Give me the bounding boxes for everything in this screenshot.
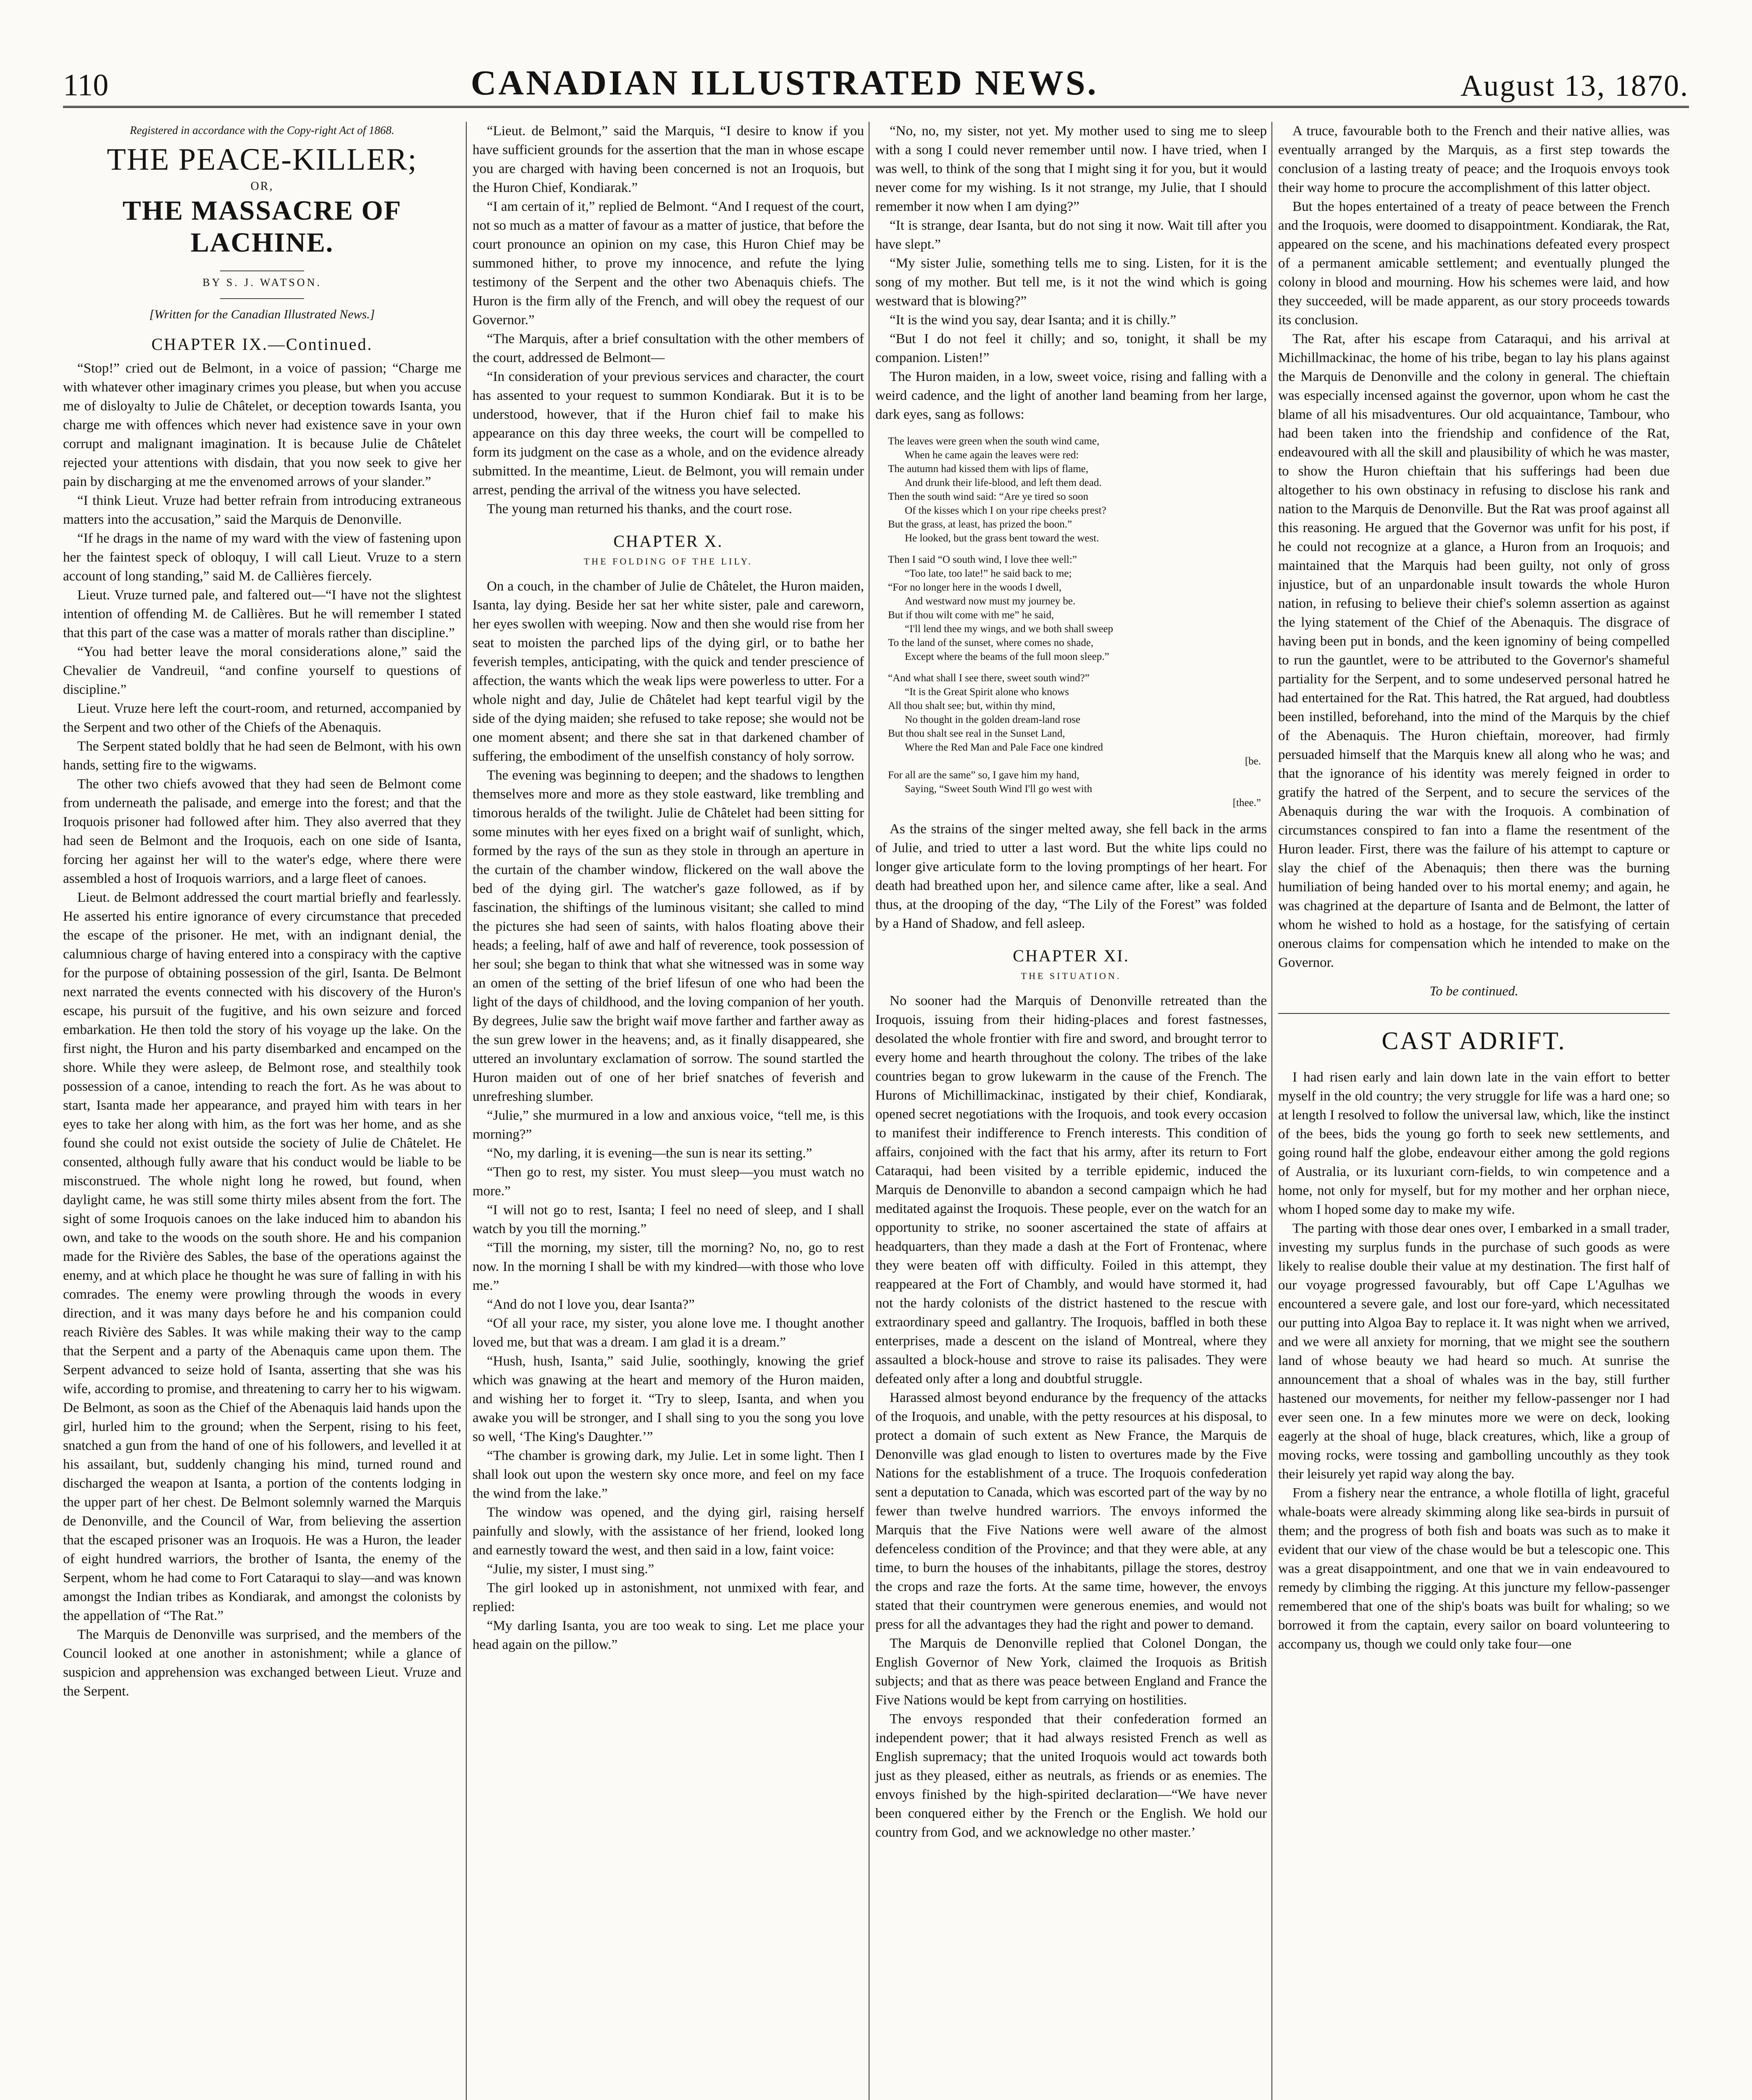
- paragraph: “Julie, my sister, I must sing.”: [487, 1562, 654, 1577]
- chapter-heading: CHAPTER IX.—Continued.: [151, 335, 373, 354]
- paragraph: “Till the morning, my sister, till the morning? No, no, go to rest now. In the morning I shall be with my kindred—with those who love me.”: [473, 1240, 864, 1293]
- poem-line: But thou shalt see real in the Sunset Land,: [888, 728, 1065, 739]
- paragraph: “I am certain of it,” replied de Belmont. “And I request of the court, not so much as a matter of favour as a matter of justice, that before the court pronounce an opinion on my case, this Huron Chief may be summoned hither, to prove my innocence, and refute the lying testimony of the Serpent and the other two Abenaquis chiefs. The Huron is the firm ally of the French, and will obey the request of our Governor.”: [473, 199, 864, 328]
- paragraph: The Marquis de Denonville replied that Colonel Dongan, the English Governor of New York, claimed the Iroquois as British subjects; and that as there was peace between England and France the Five Nations would be kept from carrying on hostilities.: [875, 1636, 1267, 1708]
- poem-line: “It is the Great Spirit alone who knows: [905, 686, 1069, 698]
- poem-line: He looked, but the grass bent toward the west.: [905, 533, 1099, 544]
- to-be-continued: To be continued.: [1429, 983, 1518, 998]
- paragraph: “No, my darling, it is evening—the sun is near its setting.”: [487, 1146, 812, 1161]
- chapter-heading: CHAPTER X.: [613, 532, 723, 551]
- paragraph: No sooner had the Marquis of Denonville retreated than the Iroquois, issuing from their hiding-places and forest fastnesses, desolated the whole frontier with fire and sword, and brought terror to every home and hearth throughout the colony. The tribes of the lake countries began to grow lukewarm in the cause of the French. The Hurons of Michillimackinac, instigated by their chief, Kondiarak, opened secret negotiations with the Iroquois, and took every occasion to manifest their indifference to French interests. This condition of affairs, conjoined with the fact that his army, after its return to Fort Cataraqui, had been visited by a terrible epidemic, induced the Marquis de Denonville to abandon a second campaign which he had meditated against the Iroquois. These people, ever on the watch for an opportunity to strike, no sooner ascertained the state of affairs at headquarters, than they made a dash at the Fort of Frontenac, where they were beaten off with difficulty. Foiled in this attempt, they reappeared at the Fort of Chambly, and would have stormed it, had not the hardy colonists of the district hastened to the rescue with extraordinary speed and gallantry. The Iroquois, baffled in both these enterprises, made a descent on the island of Montreal, where they assaulted a block-house and strove to raise its palisades. They were defeated only after a long and doubtful struggle.: [875, 993, 1267, 1386]
- paragraph: “My darling Isanta, you are too weak to sing. Let me place your head again on the pillow.”: [473, 1618, 864, 1652]
- paragraph: “My sister Julie, something tells me to sing. Listen, for it is the song of my mother. But tell me, is it not the wind which is going westward that is blowing?”: [875, 256, 1267, 309]
- paragraph: “It is the wind you say, dear Isanta; and it is chilly.”: [890, 312, 1177, 328]
- paragraph: The Rat, after his escape from Cataraqui, and his arrival at Michillmackinac, the home of his tribe, began to lay his plans against the Marquis de Denonville and the colony in general. The chieftain was especially incensed against the governor, upon whom he cast the blame of all his misadventures. Our old acquaintance, Tambour, who had been taken into the friendship and confidence of the Rat, endeavoured with all the skill and plausibility of which he was master, to show the Huron chieftain that his sufferings had been due altogether to his own obstinacy in refusing to disclose his rank and nation to the Marquis de Denonville. But the Rat was proof against all this reasoning. He argued that the Governor was unfit for his post, if he could not recognize at a glance, a Huron from an Iroquois; and maintained that the Marquis had been guilty, not only of gross injustice, but of an unpardonable insult towards the whole Huron nation, in refusing to believe their chief's solemn assertion as against the lying statement of the Chief of the Abenaquis. The disgrace of having been put in bonds, and the keen ignominy of being compelled to run the gauntlet, were to be attributed to the Governor's shameful partiality for the Serpent, and to some undeserved personal hatred he had entertained for the Rat. This hatred, the Rat argued, had doubtless been instilled, beforehand, into the mind of the Marquis by the chief of the Abenaquis. The Huron chieftain, moreover, had firmly persuaded himself that the Marquis knew all along who he was; and that the ignorance of his identity was merely feigned in order to gratify the hatred of the Serpent, and to secure the services of the Abenaquis during the war with the Iroquois. A combination of circumstances conspired to fan into a flame the resentment of the Huron leader. First, there was the failure of his attempt to capture or slay the chief of the Abenaquis; then there was the burning humiliation of being handed over to his mortal enemy; and again, he was chagrined at the departure of Isanta and de Belmont, the latter of whom he wished to hold as a hostage, for the satisfying of certain onerous claims for compensation which he intended to make on the Governor.: [1278, 331, 1670, 970]
- poem-line: Except where the beams of the full moon sleep.”: [905, 651, 1109, 662]
- story-title: THE PEACE-KILLER;: [107, 142, 418, 177]
- chapter-subtitle: THE FOLDING OF THE LILY.: [583, 556, 753, 567]
- title-divider: [220, 270, 304, 271]
- poem-line: Of the kisses which I on your ripe cheeks prest?: [905, 505, 1106, 516]
- paragraph: The Huron maiden, in a low, sweet voice, rising and falling with a weird cadence, and the light of another land beaming from her large, dark eyes, sang as follows:: [875, 369, 1267, 422]
- poem-line: [thee.”: [1232, 797, 1261, 808]
- paragraph: Harassed almost beyond endurance by the frequency of the attacks of the Iroquois, and unable, with the petty resources at his disposal, to protect a domain of such extent as New France, the Marquis de Denonville was glad enough to listen to overtures made by the Five Nations for the establishment of a truce. The Iroquois confederation sent a deputation to Canada, which was escorted part of the way by no fewer than twelve hundred warriors. The envoys informed the Marquis that the Five Nations were well aware of the almost defenceless condition of the Province; and that they were able, at any time, to burn the houses of the inhabitants, pillage the stores, destroy the crops and raze the forts. At the same time, however, the envoys stated that their countrymen were generous enemies, and would not press for all the advantages they had the right and power to demand.: [875, 1390, 1267, 1632]
- paragraph: “I will not go to rest, Isanta; I feel no need of sleep, and I shall watch by you till the morning.”: [473, 1202, 864, 1236]
- page-number: 110: [63, 68, 109, 102]
- paragraph: “No, no, my sister, not yet. My mother used to sing me to sleep with a song I could never remember until now. I have tried, when I was well, to think of the song that I might sing it for you, but it would never come for my wishing. Is it not strange, my Julie, that I should remember it now when I am dying?”: [875, 123, 1267, 214]
- written-for-note: [Written for the Canadian Illustrated News.]: [149, 307, 375, 321]
- paragraph: “Stop!” cried out de Belmont, in a voice of passion; “Charge me with whatever other imaginary crimes you please, but when you accuse me of disloyalty to Julie de Châtelet, or deception towards Isanta, you charge me with offences which never had existence save in your own corrupt and malignant imagination. It is because Julie de Châtelet rejected your attentions with disdain, that you now seek to give her pain by discharging at me the envenomed arrows of your slander.”: [63, 361, 461, 489]
- paragraph: “Then go to rest, my sister. You must sleep—you must watch no more.”: [473, 1165, 864, 1199]
- paragraph: “Hush, hush, Isanta,” said Julie, soothingly, knowing the grief which was gnawing at the heart and memory of the Huron maiden, and wishing her to forget it. “Try to sleep, Isanta, and when you awake you will be stronger, and I shall sing to you the song you love so well, ‘The King's Daughter.’”: [473, 1354, 864, 1444]
- poem-line: And drunk their life-blood, and left them dead.: [905, 477, 1102, 488]
- poem-line: “And what shall I see there, sweet south wind?”: [888, 672, 1090, 684]
- paragraph: “Julie,” she murmured in a low and anxious voice, “tell me, is this morning?”: [473, 1108, 864, 1142]
- paragraph: “If he drags in the name of my ward with the view of fastening upon her the faintest speck of obloquy, I will call Lieut. Vruze to a stern account of long standing,” said M. de Callières fiercely.: [63, 531, 461, 584]
- paragraph: I had risen early and lain down late in the vain effort to better myself in the old country; the very struggle for life was a hard one; so at length I resolved to follow the universal law, which, like the instinct of the bees, bids the young go forth to seek new settlements, and going round half the globe, endeavour either among the gold regions of Australia, or its luxuriant corn-fields, to win competence and a home, not only for myself, but for my mother and her orphan niece, whom I hoped some day to make my wife.: [1278, 1070, 1670, 1217]
- poem-line: When he came again the leaves were red:: [905, 449, 1079, 461]
- byline: BY S. J. WATSON.: [202, 276, 322, 289]
- chapter-heading: CHAPTER XI.: [1013, 946, 1129, 965]
- paragraph: “The chamber is growing dark, my Julie. Let in some light. Then I shall look out upon the western sky once more, and feel on my face the wind from the lake.”: [473, 1448, 864, 1501]
- article-columns: [63, 122, 1689, 2100]
- column-3: [869, 122, 1267, 2100]
- paragraph: From a fishery near the entrance, a whole flotilla of light, graceful whale-boats were already skimming along like sea-birds in pursuit of them; and the progress of both fish and boats was such as to make it evident that our view of the chase would be but a telescopic one. This was a great disappointment, and one that we in vain endeavoured to remedy by climbing the rigging. At this juncture my fellow-passenger remembered that one of the ship's boats was built for whaling; so we borrowed it from the captain, every sailor on board volunteering to accompany us, though we could only take four—one: [1278, 1486, 1670, 1652]
- column-1: [63, 122, 461, 2100]
- poem: [888, 434, 1267, 810]
- paragraph: “And do not I love you, dear Isanta?”: [487, 1297, 695, 1312]
- masthead: [63, 21, 1689, 101]
- poem-line: To the land of the sunset, where comes no shade,: [888, 637, 1094, 648]
- paragraph: The girl looked up in astonishment, not unmixed with fear, and replied:: [473, 1580, 864, 1614]
- registration-note: Registered in accordance with the Copy-right Act of 1868.: [130, 124, 394, 136]
- poem-line: “I'll lend thee my wings, and we both shall sweep: [905, 623, 1114, 635]
- paragraph: As the strains of the singer melted away, she fell back in the arms of Julie, and tried to utter a last word. But the white lips could no longer give articulate form to the loving promptings of her heart. For death had breathed upon her, and silence came after, like a seal. And thus, at the drooping of the day, “The Lily of the Forest” was folded by a Hand of Shadow, and fell asleep.: [875, 822, 1267, 931]
- paragraph: “But I do not feel it chilly; and so, tonight, it shall be my companion. Listen!”: [875, 331, 1267, 365]
- byline-divider: [220, 298, 304, 299]
- paragraph: On a couch, in the chamber of Julie de Châtelet, the Huron maiden, Isanta, lay dying. Beside her sat her white sister, pale and careworn, her eyes swollen with weeping. Now and then she would rise from her seat to moisten the parched lips of the dying girl, or to bathe her feverish temples, anticipating, with the quick and tender prescience of affection, the wants which the weak lips were powerless to utter. For a whole night and day, Julie de Châtelet had kept tearful vigil by the side of the dying maiden; she refused to take repose; she would not be one moment absent; and there she sat in that darkened chamber of suffering, the embodiment of the unselfish constancy of holy sorrow.: [473, 579, 864, 764]
- paragraph: The window was opened, and the dying girl, raising herself painfully and slowly, with the assistance of her friend, looked long and earnestly toward the west, and then said in a low, faint voice:: [473, 1505, 864, 1558]
- poem-line: Where the Red Man and Pale Face one kindred: [905, 742, 1103, 753]
- paragraph: “You had better leave the moral considerations alone,” said the Chevalier de Vandreuil, “and confine yourself to questions of discipline.”: [63, 644, 461, 697]
- poem-line: All thou shalt see; but, within thy mind,: [888, 700, 1055, 711]
- poem-line: Then I said “O south wind, I love thee well:”: [888, 554, 1077, 565]
- poem-line: And westward now must my journey be.: [905, 596, 1076, 607]
- paragraph: “In consideration of your previous services and character, the court has assented to your request to summon Kondiarak. But it is to be understood, however, that if the Huron chief fail to make his appearance on this day three weeks, the court will be compelled to form its judgment on the case as a whole, and on the evidence already submitted. In the meantime, Lieut. de Belmont, you will remain under arrest, pending the arrival of the witness you have selected.: [473, 369, 864, 498]
- section-title: CAST ADRIFT.: [1278, 1013, 1670, 1055]
- poem-line: No thought in the golden dream-land rose: [905, 714, 1080, 725]
- column-4: [1271, 122, 1670, 2100]
- paragraph: “I think Lieut. Vruze had better refrain from introducing extraneous matters into the accusation,” said the Marquis de Denonville.: [63, 493, 461, 527]
- paragraph: Lieut. Vruze here left the court-room, and returned, accompanied by the Serpent and two other of the Chiefs of the Abenaquis.: [63, 701, 461, 735]
- paragraph: The Serpent stated boldly that he had seen de Belmont, with his own hands, setting fire to the wigwams.: [63, 739, 461, 773]
- paragraph: “It is strange, dear Isanta, but do not sing it now. Wait till after you have slept.”: [875, 218, 1267, 252]
- paragraph: But the hopes entertained of a treaty of peace between the French and the Iroquois, were doomed to disappointment. Kondiarak, the Rat, appeared on the scene, and his machinations defeated every prospect of a permanent amicable settlement; and eventually plunged the colony in blood and mourning. How his schemes were laid, and how they succeeded, will be made apparent, as our story proceeds towards its conclusion.: [1278, 199, 1670, 328]
- issue-date: August 13, 1870.: [1460, 69, 1689, 102]
- poem-line: “Too late, too late!” he said back to me;: [905, 568, 1072, 579]
- poem-line: Then the south wind said: “Are ye tired so soon: [888, 491, 1088, 502]
- paper-title: CANADIAN ILLUSTRATED NEWS.: [470, 63, 1098, 102]
- paragraph: The Marquis de Denonville was surprised, and the members of the Council looked at one another in astonishment; while a glance of suspicion and apprehension was exchanged between Lieut. Vruze and the Serpent.: [63, 1627, 461, 1699]
- poem-line: “For no longer here in the woods I dwell,: [888, 582, 1062, 593]
- paragraph: The young man returned his thanks, and the court rose.: [487, 501, 792, 517]
- poem-line: The autumn had kissed them with lips of flame,: [888, 463, 1088, 475]
- paragraph: The envoys responded that their confederation formed an independent power; that it had always resisted French as well as English supremacy; that the united Iroquois would act towards both just as they pleased, either as neutrals, as friends or as enemies. The envoys finished by the high-spirited declaration—“We have never been conquered either by the French or the English. We hold our country from God, and we acknowledge no other master.’: [875, 1712, 1267, 1840]
- chapter-subtitle: THE SITUATION.: [1021, 971, 1122, 981]
- paragraph: The evening was beginning to deepen; and the shadows to lengthen themselves more and more as they stole eastward, like trembling and timorous heralds of the twilight. Julie de Châtelet had been sitting for some minutes with her eyes fixed on a bright waif of sunlight, which, formed by the rays of the sun as they stole in through an aperture in the curtain of the chamber window, flickered on the wall above the bed of the dying girl. The watcher's gaze followed, as if by fascination, the shiftings of the luminous visitant; she called to mind the pictures she had seen of saints, with halos floating above their heads; a feeling, half of awe and half of reverence, took possession of her soul; she began to think that what she witnessed was in some way an omen of the setting of the brief lifesun of one who had been the light of the days of childhood, and the loving companion of her youth. By degrees, Julie saw the bright waif move farther and farther away as the sun grew lower in the heavens; and, as it finally disappeared, she uttered an involuntary exclamation of sorrow. The sound startled the Huron maiden out of one of her brief snatches of feverish and unrefreshing slumber.: [473, 768, 864, 1104]
- paragraph: The parting with those dear ones over, I embarked in a small trader, investing my surplus funds in the purchase of such goods as were likely to realise double their value at my destination. The first half of our voyage progressed favourably, but off Cape L'Agulhas we encountered a severe gale, and lost our fore-yard, which necessitated our putting into Algoa Bay to replace it. It was night when we arrived, and we were all anxiety for morning, that we might see the southern land of whose beauty we had heard so much. At sunrise the announcement that a shoal of whales was in the bay, still further hastened our movements, for neither my fellow-passenger nor I had ever seen one. In a few minutes more we were on deck, looking eagerly at the shoal of huge, black creatures, which, like a group of moving rocks, were tossing and gambolling uncouthly as they took their leisurely yet rapid way along the bay.: [1278, 1221, 1670, 1482]
- stanza-break: [888, 664, 1267, 671]
- paragraph: “Lieut. de Belmont,” said the Marquis, “I desire to know if you have sufficient grounds for the assertion that the man in whose escape you are charged with having been concerned is not an Iroquois, but the Huron Chief, Kondiarak.”: [473, 123, 864, 195]
- poem-line: [be.: [1245, 756, 1261, 767]
- paragraph: “The Marquis, after a brief consultation with the other members of the court, addressed de Belmont—: [473, 331, 864, 365]
- story-subtitle: THE MASSACRE OF LACHINE.: [122, 195, 402, 258]
- paragraph: Lieut. Vruze turned pale, and faltered out—“I have not the slightest intention of offending M. de Callières. But he will remember I stated that this part of the case was a matter of morals rather than discipline.”: [63, 588, 461, 640]
- poem-line: For all are the same” so, I gave him my hand,: [888, 769, 1080, 781]
- paragraph: The other two chiefs avowed that they had seen de Belmont come from underneath the palisade, and emerge into the forest; and that the Iroquois prisoner had followed after him. They also averred that they had seen de Belmont and the Iroquois, each on one side of Isanta, forcing her against her will to the water's edge, where there were assembled a host of Iroquois warriors, and a large fleet of canoes.: [63, 777, 461, 886]
- paragraph: A truce, favourable both to the French and their native allies, was eventually arranged by the Marquis, as a first step towards the conclusion of a lasting treaty of peace; and the Iroquois envoys took their way home to procure the accomplishment of this latter object.: [1278, 123, 1670, 195]
- poem-line: But if thou wilt come with me” he said,: [888, 609, 1054, 621]
- poem-line: But the grass, at least, has prized the boon.”: [888, 519, 1072, 530]
- masthead-rule: [63, 106, 1689, 108]
- paragraph: Lieut. de Belmont addressed the court martial briefly and fearlessly. He asserted his entire ignorance of every circumstance that preceded the escape of the prisoner. He met, with an indignant denial, the calumnious charge of having entered into a conspiracy with the captive for the purpose of obtaining possession of the girl, Isanta. De Belmont next narrated the events connected with his discovery of the Huron's escape, his pursuit of the fugitive, and his own seizure and forced embarkation. He then told the story of his voyage up the lake. On the first night, the Huron and his party disembarked and encamped on the shore. While they were asleep, de Belmont rose, and stealthily took possession of a canoe, intending to reach the fort. As he was about to start, Isanta made her appearance, and prayed him with tears in her eyes to take her along with him, as the fort was her home, and as she found she could not exist outside the society of Julie de Châtelet. He consented, although fully aware that his conduct would be liable to be misconstrued. The whole night long he rowed, but found, when daylight came, he was still some thirty miles absent from the fort. The sight of some Iroquois canoes on the lake induced him to abandon his own, and take to the woods on the south shore. He and his companion made for the Rivière des Sables, the base of the operations against the enemy, and at which place he thought he was sure of falling in with his comrades. The enemy were prowling through the woods in every direction, and it was many days before he and his companion could reach Rivière des Sables. It was while making their way to the camp that the Serpent and a party of the Abenaquis came upon them. The Serpent advanced to seize hold of Isanta, asserting that she was his wife, according to promise, and threatening to carry her to his wigwam. De Belmont, as soon as the Chief of the Abenaquis laid hands upon the girl, hurled him to the ground; when the Serpent, rising to his feet, snatched a gun from the hand of one of his followers, and levelled it at his assailant, but, suddenly changing his mind, turned round and discharged the weapon at Isanta, a portion of the contents lodging in the upper part of her chest. De Belmont solemnly warned the Marquis de Denonville, and the Council of War, from believing the assertion that the escaped prisoner was an Iroquois. He was a Huron, the leader of eight hundred warriors, the brother of Isanta, the enemy of the Serpent, whom he had come to Fort Cataraqui to slay—and was known amongst the Indian tribes as Kondiarak, and amongst the colonists by the appellation of “The Rat.”: [63, 890, 461, 1623]
- stanza-break: [888, 545, 1267, 553]
- story-title-or: OR,: [250, 180, 274, 193]
- poem-line: Saying, “Sweet South Wind I'll go west with: [905, 783, 1093, 795]
- poem-line: The leaves were green when the south wind came,: [888, 436, 1100, 447]
- paragraph: “Of all your race, my sister, you alone love me. I thought another loved me, but that was a dream. I am glad it is a dream.”: [473, 1316, 864, 1350]
- column-2: [466, 122, 864, 2100]
